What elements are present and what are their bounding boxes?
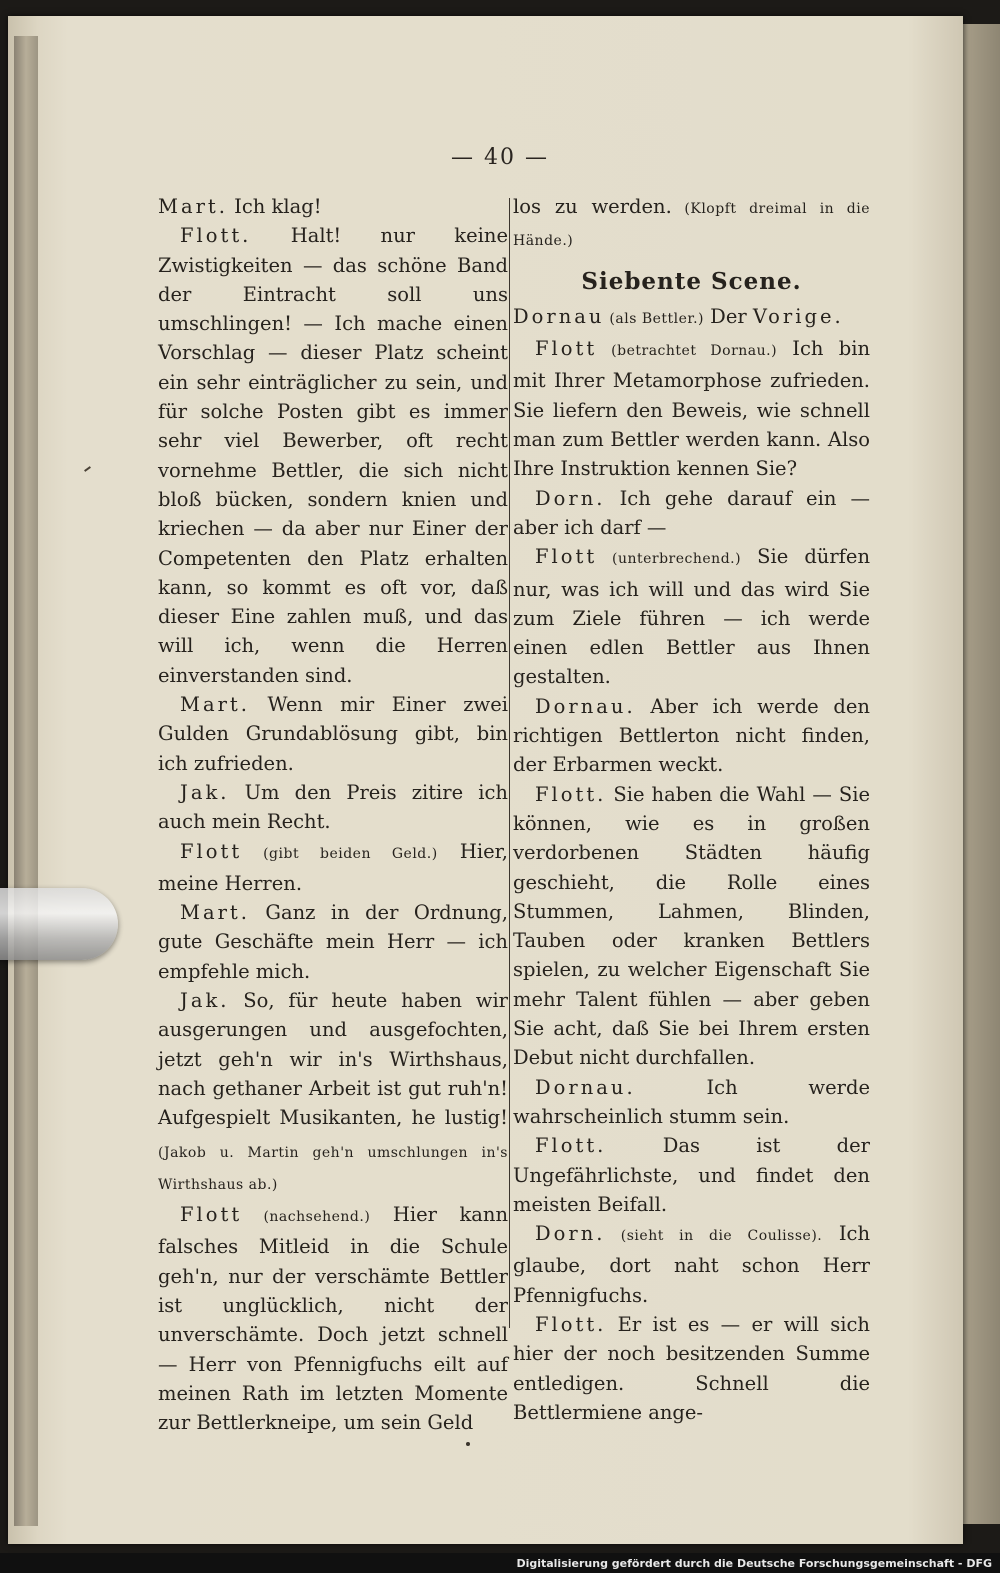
speaker-name: Flott [535,337,598,361]
dialogue-text: Er ist es — er will sich hier der noch besitzenden Summe entledigen. Schnell die Bettlermiene ange- [513,1312,870,1424]
paragraph [513,1219,870,1310]
stage-direction: (sieht in die Coulisse). [605,1228,823,1245]
paragraph [513,334,870,483]
paragraph [513,1131,870,1219]
speaker-name: Flott. [535,1134,607,1158]
speaker-name: Mart. [180,693,250,717]
speaker-name: Flott [535,545,598,569]
dialogue-text: Halt! nur keine Zwistigkeiten — das schöne Band der Eintracht soll uns umschlingen! — Ich mache einen Vorschlag — dieser Platz scheint ein sehr einträglicher zu sein, und für solche Posten gibt es immer sehr viel Bewerber, oft recht vornehme Bettler, die sich nicht bloß bücken, sondern knien und kriechen — da aber nur Einer der Competenten den Platz erhalten kann, so kommt es oft vor, daß dieser Eine zahlen muß, und das will ich, wenn die Herren einverstanden sind. [158,224,508,687]
paragraph [513,692,870,780]
speaker-name: Jak. [180,989,230,1013]
stage-direction: (Klopft dreimal in die Hände.) [513,201,871,250]
dialogue-text: So, für heute haben wir ausgerungen und ausgefochten, jetzt geh'n wir in's Wirthshaus, nach gethaner Arbeit ist gut ruh'n! Aufgespielt Musikanten, he lustig! [158,989,508,1130]
stage-direction: (unterbrechend.) [597,551,742,568]
paragraph [158,221,508,690]
dialogue-text: Um den Preis zitire ich auch mein Recht. [158,780,508,834]
stage-direction: (betrachtet Dornau.) [597,343,778,360]
cast-line [513,302,870,334]
paragraph [158,192,508,221]
footer-bar [0,1553,1000,1573]
dialogue-text: Aber ich werde den richtigen Bettlerton nicht finden, der Erbarmen weckt. [513,694,870,777]
dialogue-text: los zu werden. [513,195,672,218]
paragraph [513,780,870,1073]
paragraph [513,1073,870,1132]
speaker-name: Dorn. [535,1222,606,1246]
paragraph [158,690,508,778]
speaker-name: Flott. [535,782,607,806]
speaker-name: Flott [180,1203,243,1227]
page-stack-edge [14,36,38,1526]
footer-credit: Digitalisierung gefördert durch die Deutsche Forschungsgemeinschaft - DFG [516,1557,992,1570]
ink-dot [466,1442,470,1446]
page-number: — 40 — [451,145,549,170]
paragraph [513,484,870,543]
dialogue-text: Hier kann falsches Mitleid in die Schule geh'n, nur der verschämte Bettler ist unglücklich, nicht der unverschämte. Doch jetzt schnell — Herr von Pfennigfuchs eilt auf meinen Rath im letzten Momente zur Bettlerkneipe, um sein Geld [158,1203,509,1435]
speaker-name: Flott. [535,1312,607,1336]
dialogue-text: Ich gehe darauf ein — aber ich darf — [513,486,870,539]
speaker-name: Flott [180,839,243,863]
speaker-name: Dornau [513,304,605,328]
column-divider [509,198,510,1328]
paragraph [158,778,508,837]
speaker-name: Flott. [180,224,252,248]
dialogue-text: Ganz in der Ordnung, gute Geschäfte mein Herr — ich empfehle mich. [158,901,508,983]
dialogue-text: Der [703,304,753,328]
speaker-name: Mart. [180,901,250,925]
stage-direction: (nachsehend.) [242,1209,371,1226]
dialogue-text: Das ist der Ungefährlichste, und findet den meisten Beifall. [513,1134,870,1216]
dialogue-text: Hier, meine Herren. [158,839,508,895]
dialogue-text: Ich glaube, dort naht schon Herr Pfennigfuchs. [513,1222,870,1307]
speaker-name: Dornau. [535,694,636,718]
speaker-name: Jak. [180,780,230,804]
dialogue-text: Sie haben die Wahl — Sie können, wie es in großen verdorbenen Städten häufig geschieht, die Rolle eines Stummen, Lahmen, Blinden, Tauben oder kranken Bettlers spielen, zu welcher Eigenschaft Sie mehr Talent fühlen — aber geben Sie acht, daß Sie bei Ihrem ersten Debut nicht durchfallen. [513,782,870,1070]
dialogue-text: Ich bin mit Ihrer Metamorphose zufrieden. Sie liefern den Beweis, wie schnell man zum Bettler werden kann. Also Ihre Instruktion kennen Sie? [513,337,871,481]
left-text-column [158,192,508,1437]
paragraph [513,542,870,691]
speaker-name: Dornau. [535,1075,636,1099]
speaker-name: Mart. [158,195,228,218]
page-clip [0,888,118,960]
paragraph [158,1200,508,1437]
paragraph [158,898,508,986]
stage-direction: (als Bettler.) [604,310,704,327]
stage-direction: (gibt beiden Geld.) [242,845,438,862]
right-text-column [513,192,870,1427]
paragraph [158,986,508,1200]
stage-direction: (Jakob u. Martin geh'n umschlungen in's Wirthshaus ab.) [158,1144,508,1193]
scene-heading: Siebente Scene. [581,267,802,295]
dialogue-text: Ich werde wahrscheinlich stumm sein. [513,1075,870,1128]
speaker-name: Dorn. [535,486,606,510]
dialogue-text: Wenn mir Einer zwei Gulden Grundablösung gibt, bin ich zufrieden. [158,693,508,775]
paragraph [513,192,870,257]
paragraph [513,1310,870,1427]
speaker-name: Vorige. [752,304,844,328]
paragraph [158,837,508,899]
dialogue-text: Ich klag! [227,195,322,218]
dialogue-text: Sie dürfen nur, was ich will und das wird Sie zum Ziele führen — ich werde einen edlen Bettler aus Ihnen gestalten. [513,545,870,689]
